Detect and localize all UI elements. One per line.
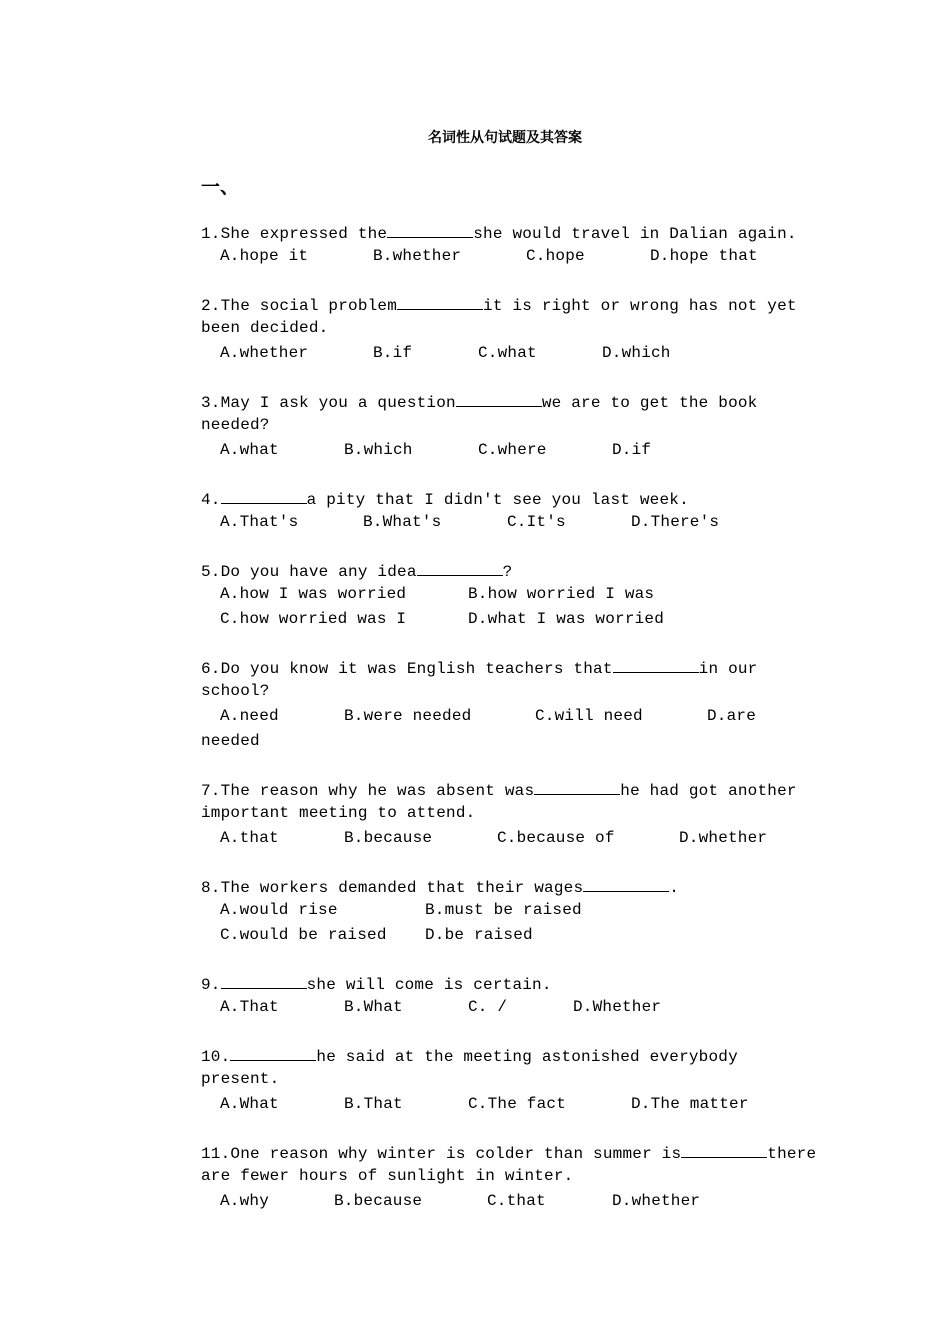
- answer-option: C.hope: [526, 247, 585, 265]
- stem-text: 2.The social problem: [201, 297, 398, 315]
- answer-blank: [230, 1044, 316, 1061]
- answer-option: B.whether: [373, 247, 462, 265]
- stem-text: he had got another: [620, 782, 797, 800]
- answer-option: D.are: [707, 707, 757, 725]
- answer-blank: [534, 778, 620, 795]
- answer-option: D.if: [612, 441, 652, 459]
- answer-option: B.which: [344, 441, 413, 459]
- question-stem-continued: [201, 1166, 573, 1186]
- stem-text: 10.: [201, 1048, 231, 1066]
- question-stem-continued: [201, 318, 328, 338]
- stem-text: are fewer hours of sunlight in winter.: [201, 1167, 574, 1185]
- answer-option: B.because: [334, 1192, 423, 1210]
- answer-option: A.what: [220, 441, 279, 459]
- answer-option: C.because of: [497, 829, 615, 847]
- answer-option: A.hope it: [220, 247, 309, 265]
- stem-text: ?: [502, 563, 513, 581]
- answer-blank: [397, 293, 483, 310]
- answer-option: C.would be raised: [220, 926, 387, 944]
- answer-option: D.Whether: [573, 998, 662, 1016]
- answer-option: B.because: [344, 829, 433, 847]
- question-stem: [201, 1141, 816, 1164]
- question-stem: [201, 1044, 738, 1067]
- stem-text: it is right or wrong has not yet: [483, 297, 797, 315]
- answer-option: D.be raised: [425, 926, 533, 944]
- question-stem-continued: [201, 415, 270, 435]
- question-stem: [201, 221, 797, 244]
- answer-option: B.were needed: [344, 707, 472, 725]
- question-stem: [201, 390, 757, 413]
- stem-text: we are to get the book: [541, 394, 758, 412]
- answer-option: A.whether: [220, 344, 309, 362]
- stem-text: 4.: [201, 491, 221, 509]
- stem-text: a pity that I didn't see you last week.: [306, 491, 689, 509]
- question-stem: [201, 875, 679, 898]
- answer-option: C.that: [487, 1192, 546, 1210]
- answer-option: A.What: [220, 1095, 279, 1113]
- stem-text: .: [669, 879, 680, 897]
- answer-blank: [387, 221, 473, 238]
- stem-text: 5.Do you have any idea: [201, 563, 417, 581]
- stem-text: school?: [201, 682, 270, 700]
- answer-option: D.whether: [679, 829, 768, 847]
- stem-text: 8.The workers demanded that their wages: [201, 879, 584, 897]
- answer-option: D.hope that: [650, 247, 758, 265]
- answer-blank: [221, 487, 307, 504]
- stem-text: present.: [201, 1070, 280, 1088]
- answer-option: D.what I was worried: [468, 610, 665, 628]
- answer-option: A.would rise: [220, 901, 338, 919]
- answer-option: A.that: [220, 829, 279, 847]
- answer-option: D.whether: [612, 1192, 701, 1210]
- question-stem: [201, 487, 689, 510]
- answer-option: B.if: [373, 344, 413, 362]
- answer-option: A.That's: [220, 513, 299, 531]
- answer-blank: [417, 559, 503, 576]
- stem-text: 7.The reason why he was absent was: [201, 782, 535, 800]
- answer-blank: [681, 1141, 767, 1158]
- stem-text: needed?: [201, 416, 270, 434]
- answer-option: B.must be raised: [425, 901, 582, 919]
- stem-text: 6.Do you know it was English teachers that: [201, 660, 613, 678]
- answer-option: A.why: [220, 1192, 270, 1210]
- answer-option: A.how I was worried: [220, 585, 407, 603]
- answer-option: C.will need: [535, 707, 643, 725]
- answer-option: D.which: [602, 344, 671, 362]
- stem-text: 1.She expressed the: [201, 225, 388, 243]
- answer-blank: [613, 656, 699, 673]
- answer-option: C.what: [478, 344, 537, 362]
- question-stem: [201, 778, 797, 801]
- answer-option: D.The matter: [631, 1095, 749, 1113]
- answer-option: C.where: [478, 441, 547, 459]
- question-stem-continued: [201, 681, 270, 701]
- stem-text: in our: [698, 660, 758, 678]
- answer-option: B.That: [344, 1095, 403, 1113]
- answer-option: C.how worried was I: [220, 610, 407, 628]
- question-stem: [201, 972, 552, 995]
- stem-text: 3.May I ask you a question: [201, 394, 456, 412]
- answer-option: C.It's: [507, 513, 566, 531]
- answer-option: C.The fact: [468, 1095, 567, 1113]
- stem-text: 11.One reason why winter is colder than summer is: [201, 1145, 682, 1163]
- answer-option: B.What's: [363, 513, 442, 531]
- section-heading: 一、: [201, 176, 240, 198]
- stem-text: she would travel in Dalian again.: [473, 225, 797, 243]
- answer-option: B.how worried I was: [468, 585, 655, 603]
- document-title: 名词性从句试题及其答案: [428, 130, 582, 146]
- answer-option: A.need: [220, 707, 279, 725]
- question-stem-continued: [201, 1069, 279, 1089]
- stem-text: been decided.: [201, 319, 329, 337]
- answer-option: C. /: [468, 998, 508, 1016]
- answer-blank: [583, 875, 669, 892]
- answer-option-continued: needed: [201, 732, 260, 750]
- stem-text: important meeting to attend.: [201, 804, 476, 822]
- answer-option: A.That: [220, 998, 279, 1016]
- answer-blank: [456, 390, 542, 407]
- question-stem: [201, 559, 512, 582]
- stem-text: she will come is certain.: [306, 976, 552, 994]
- answer-option: B.What: [344, 998, 403, 1016]
- stem-text: 9.: [201, 976, 221, 994]
- question-stem-continued: [201, 803, 475, 823]
- question-stem: [201, 656, 757, 679]
- question-stem: [201, 293, 797, 316]
- stem-text: there: [767, 1145, 817, 1163]
- stem-text: he said at the meeting astonished everybody: [316, 1048, 738, 1066]
- answer-blank: [221, 972, 307, 989]
- answer-option: D.There's: [631, 513, 720, 531]
